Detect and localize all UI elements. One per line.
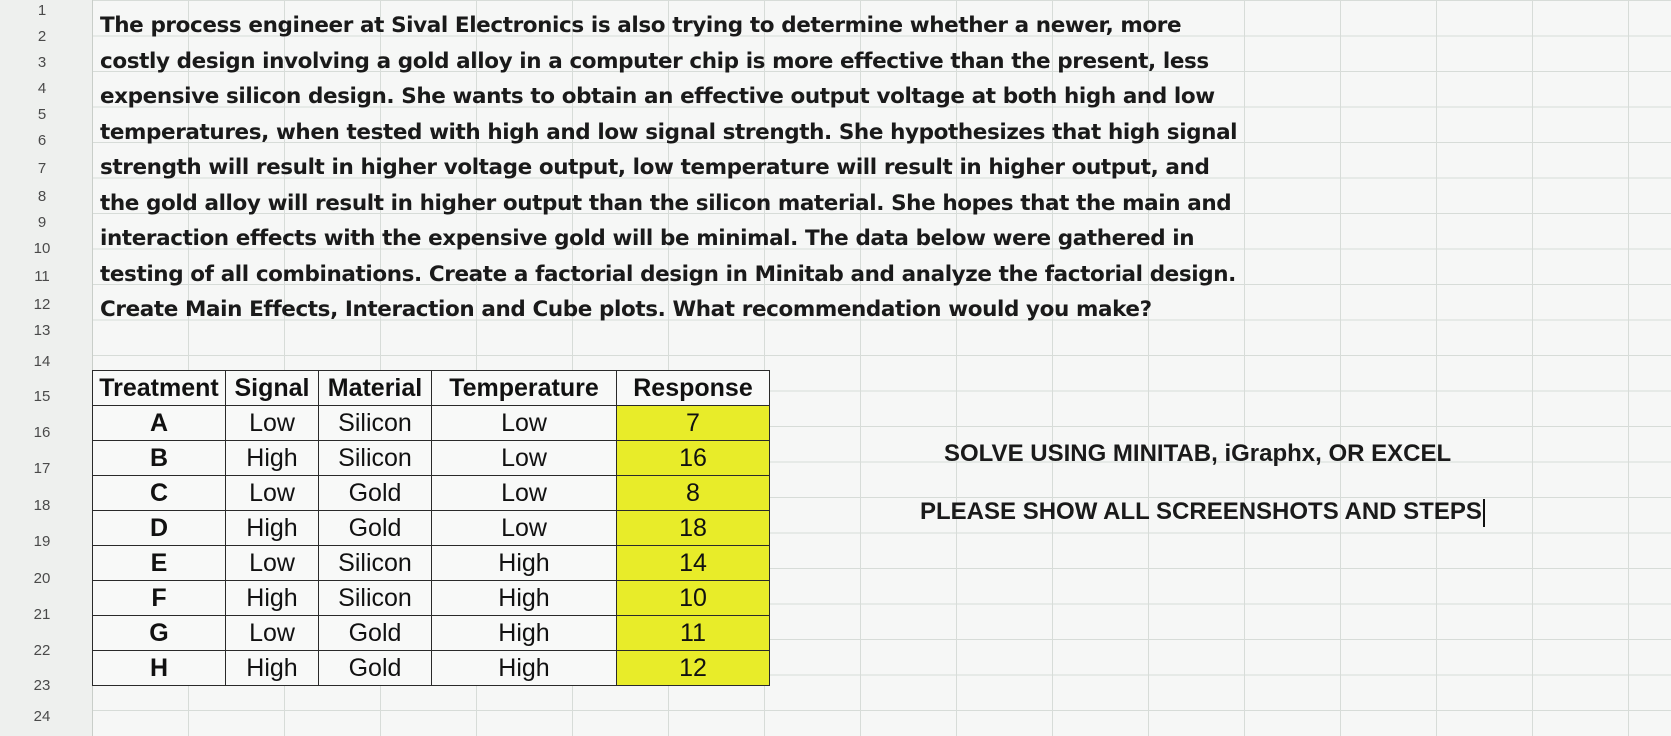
cell-response[interactable]: 12: [617, 651, 770, 686]
cell-treatment[interactable]: A: [93, 406, 226, 441]
cell-response[interactable]: 7: [617, 406, 770, 441]
cell-temperature[interactable]: Low: [432, 406, 617, 441]
cell-treatment[interactable]: G: [93, 616, 226, 651]
header-response[interactable]: Response: [617, 371, 770, 406]
row-header[interactable]: 16: [33, 424, 51, 441]
problem-line: temperatures, when tested with high and low signal strength. She hypothesizes that high signal: [100, 119, 1238, 145]
show-steps-instruction-text: PLEASE SHOW ALL SCREENSHOTS AND STEPS: [920, 498, 1482, 525]
cell-response[interactable]: 8: [617, 476, 770, 511]
row-header[interactable]: 23: [33, 677, 51, 694]
data-table: [92, 370, 770, 686]
cell-treatment[interactable]: D: [93, 511, 226, 546]
cell-signal[interactable]: High: [226, 511, 319, 546]
cell-material[interactable]: Silicon: [319, 546, 432, 581]
cell-signal[interactable]: Low: [226, 616, 319, 651]
cell-response[interactable]: 18: [617, 511, 770, 546]
problem-statement: [100, 8, 1238, 328]
cell-temperature[interactable]: Low: [432, 511, 617, 546]
table-header-row: [93, 371, 770, 406]
cell-treatment[interactable]: H: [93, 651, 226, 686]
row-header[interactable]: 8: [37, 188, 47, 205]
row-header[interactable]: 17: [33, 460, 51, 477]
cell-treatment[interactable]: E: [93, 546, 226, 581]
table-row: [93, 651, 770, 686]
solve-instruction-text: SOLVE USING MINITAB, iGraphx, OR EXCEL: [944, 440, 1452, 467]
row-header[interactable]: 6: [37, 132, 47, 149]
cell-signal[interactable]: Low: [226, 476, 319, 511]
row-header[interactable]: 21: [33, 606, 51, 623]
table-row: [93, 476, 770, 511]
header-treatment[interactable]: Treatment: [93, 371, 226, 406]
cell-signal[interactable]: High: [226, 441, 319, 476]
problem-line: the gold alloy will result in higher output than the silicon material. She hopes that the main and: [100, 190, 1232, 216]
cell-material[interactable]: Silicon: [319, 441, 432, 476]
cell-signal[interactable]: Low: [226, 406, 319, 441]
table-row: [93, 441, 770, 476]
cell-material[interactable]: Silicon: [319, 406, 432, 441]
cell-treatment[interactable]: C: [93, 476, 226, 511]
row-header[interactable]: 24: [33, 708, 51, 725]
cell-response[interactable]: 10: [617, 581, 770, 616]
row-header[interactable]: 14: [33, 353, 51, 370]
table-row: [93, 616, 770, 651]
table-row: [93, 511, 770, 546]
problem-line: costly design involving a gold alloy in a computer chip is more effective than the present, less: [100, 48, 1209, 74]
text-cursor: [1483, 499, 1485, 527]
header-material[interactable]: Material: [319, 371, 432, 406]
problem-line: interaction effects with the expensive gold will be minimal. The data below were gathered in: [100, 226, 1195, 251]
row-header[interactable]: 5: [37, 106, 47, 123]
cell-temperature[interactable]: High: [432, 616, 617, 651]
row-header[interactable]: 22: [33, 642, 51, 659]
cell-signal[interactable]: High: [226, 651, 319, 686]
row-header-column: [0, 0, 93, 736]
cell-treatment[interactable]: B: [93, 441, 226, 476]
header-temperature[interactable]: Temperature: [432, 371, 617, 406]
row-header[interactable]: 15: [33, 388, 51, 405]
row-header[interactable]: 19: [33, 533, 51, 550]
cell-temperature[interactable]: Low: [432, 441, 617, 476]
problem-line: The process engineer at Sival Electronics is also trying to determine whether a newer, more: [100, 13, 1182, 38]
cell-temperature[interactable]: High: [432, 581, 617, 616]
cell-response[interactable]: 14: [617, 546, 770, 581]
cell-material[interactable]: Gold: [319, 476, 432, 511]
row-header[interactable]: 7: [37, 160, 47, 177]
cell-material[interactable]: Silicon: [319, 581, 432, 616]
row-header[interactable]: 20: [33, 570, 51, 587]
table-row: [93, 581, 770, 616]
cell-response[interactable]: 11: [617, 616, 770, 651]
row-header[interactable]: 12: [33, 296, 51, 313]
row-header[interactable]: 3: [37, 54, 47, 71]
row-header[interactable]: 9: [37, 214, 47, 231]
problem-line: testing of all combinations. Create a factorial design in Minitab and analyze the factorial design.: [100, 261, 1236, 287]
cell-response[interactable]: 16: [617, 441, 770, 476]
row-header[interactable]: 1: [37, 2, 47, 19]
table-row: [93, 406, 770, 441]
cell-material[interactable]: Gold: [319, 511, 432, 546]
row-header[interactable]: 4: [37, 80, 47, 97]
row-header[interactable]: 18: [33, 497, 51, 514]
row-header[interactable]: 10: [33, 240, 51, 257]
cell-temperature[interactable]: High: [432, 546, 617, 581]
header-signal[interactable]: Signal: [226, 371, 319, 406]
cell-signal[interactable]: High: [226, 581, 319, 616]
row-header[interactable]: 13: [33, 322, 51, 339]
row-header[interactable]: 2: [37, 28, 47, 45]
row-header[interactable]: 11: [34, 268, 50, 285]
cell-temperature[interactable]: Low: [432, 476, 617, 511]
problem-line: Create Main Effects, Interaction and Cube plots. What recommendation would you make?: [100, 297, 1152, 322]
problem-line: strength will result in higher voltage output, low temperature will result in higher output, and: [100, 155, 1210, 180]
solve-instruction[interactable]: [944, 440, 1451, 468]
cell-treatment[interactable]: F: [93, 581, 226, 616]
cell-material[interactable]: Gold: [319, 651, 432, 686]
cell-temperature[interactable]: High: [432, 651, 617, 686]
cell-material[interactable]: Gold: [319, 616, 432, 651]
table-row: [93, 546, 770, 581]
cell-signal[interactable]: Low: [226, 546, 319, 581]
problem-line: expensive silicon design. She wants to obtain an effective output voltage at both high and low: [100, 84, 1215, 109]
show-steps-instruction[interactable]: [920, 498, 1485, 527]
